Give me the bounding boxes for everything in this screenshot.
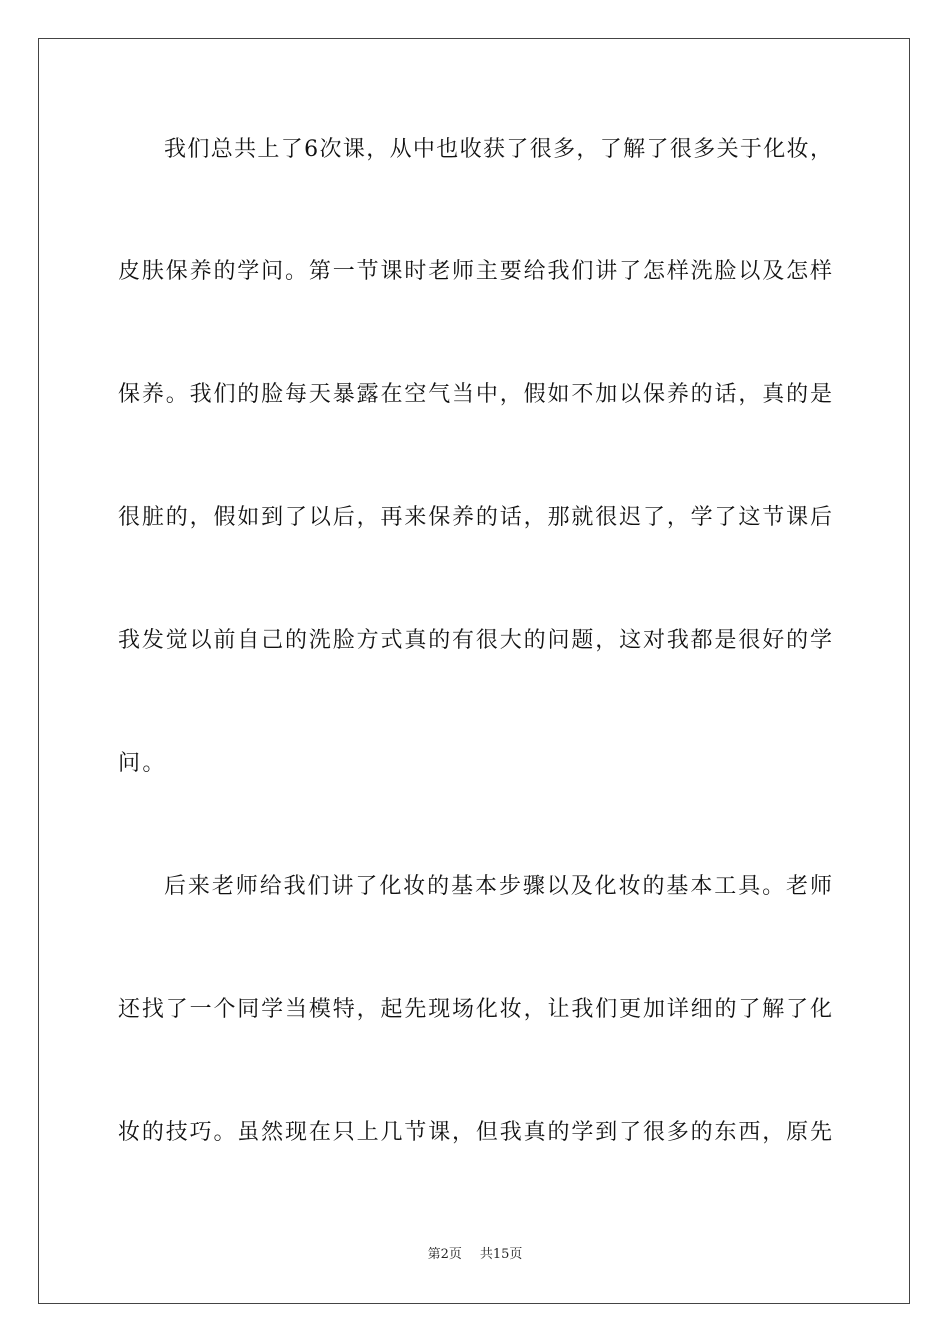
paragraph-2-line-1: 后来老师给我们讲了化妆的基本步骤以及化妆的基本工具。老师 bbox=[164, 874, 832, 899]
paragraph-2-line-2: 还找了一个同学当模特，起先现场化妆，让我们更加详细的了解了化 bbox=[118, 997, 832, 1022]
paragraph-1-line-6: 问。 bbox=[118, 751, 167, 776]
page-footer bbox=[0, 1247, 950, 1263]
page-frame bbox=[38, 38, 910, 1304]
paragraph-2-line-3: 妆的技巧。虽然现在只上几节课，但我真的学到了很多的东西，原先 bbox=[118, 1120, 832, 1145]
paragraph-1-line-1: 我们总共上了6次课，从中也收获了很多，了解了很多关于化妆， bbox=[164, 137, 832, 162]
page-total: 共15页 bbox=[479, 1247, 523, 1262]
paragraph-1-line-5: 我发觉以前自己的洗脸方式真的有很大的问题，这对我都是很好的学 bbox=[118, 628, 832, 653]
paragraph-1-line-4: 很脏的，假如到了以后，再来保养的话，那就很迟了，学了这节课后 bbox=[118, 505, 832, 530]
paragraph-1-line-2: 皮肤保养的学问。第一节课时老师主要给我们讲了怎样洗脸以及怎样 bbox=[118, 259, 832, 284]
paragraph-1-line-3: 保养。我们的脸每天暴露在空气当中，假如不加以保养的话，真的是 bbox=[118, 382, 832, 407]
page-number: 第2页 bbox=[427, 1247, 462, 1262]
